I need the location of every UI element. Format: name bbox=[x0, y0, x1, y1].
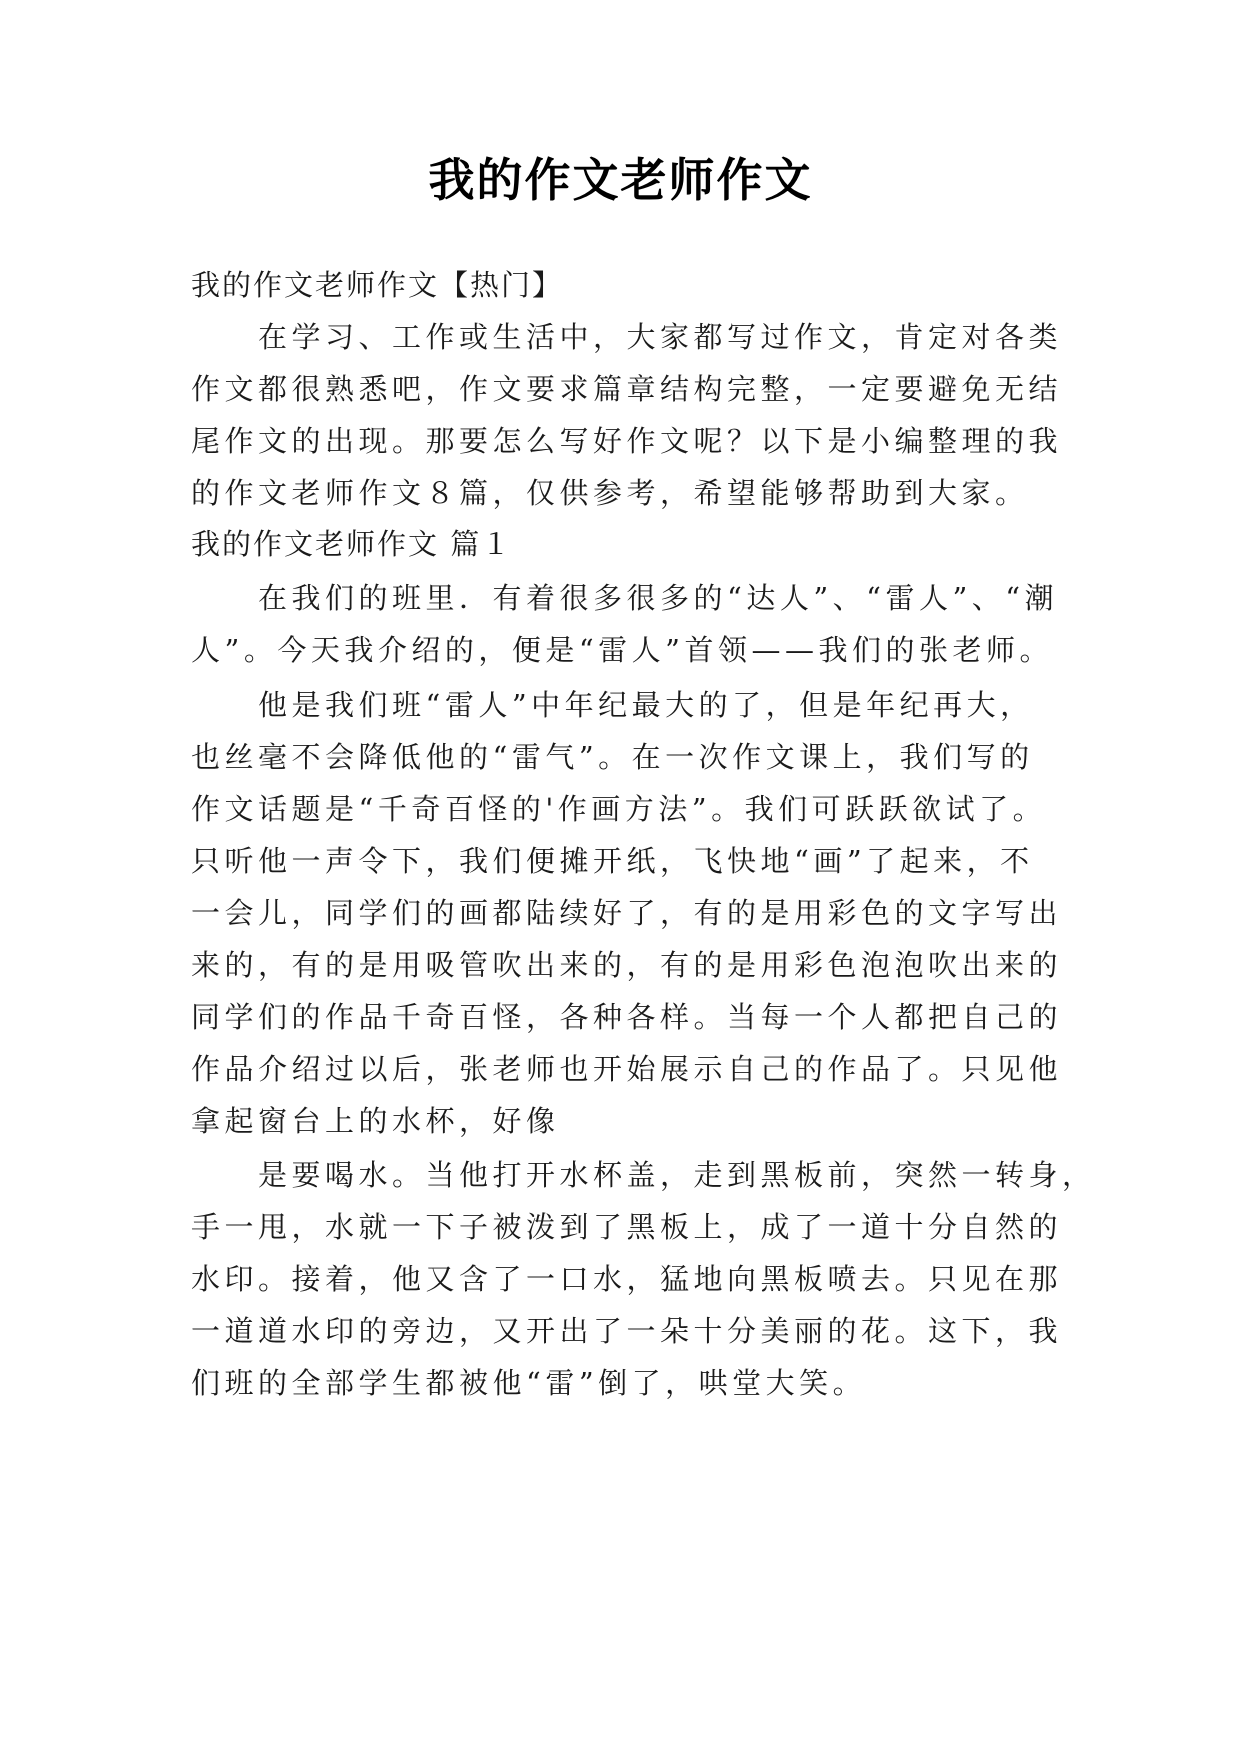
paragraph-line: 来的，有的是用吸管吹出来的，有的是用彩色泡泡吹出来的 bbox=[191, 948, 1063, 982]
paragraph-line: 人”。今天我介绍的，便是“雷人”首领——我们的张老师。 bbox=[191, 633, 1053, 667]
essay-heading: 我的作文老师作文 篇１ bbox=[191, 527, 513, 561]
paragraph-line: 拿起窗台上的水杯，好像 bbox=[191, 1104, 560, 1138]
paragraph-line: 一会儿，同学们的画都陆续好了，有的是用彩色的文字写出 bbox=[191, 896, 1063, 930]
paragraph-line: 手一甩，水就一下子被泼到了黑板上，成了一道十分自然的 bbox=[191, 1210, 1063, 1244]
paragraph-line: 是要喝水。当他打开水杯盖，走到黑板前，突然一转身， bbox=[258, 1158, 1096, 1192]
paragraph-line: 在我们的班里．有着很多很多的“达人”、“雷人”、“潮 bbox=[258, 581, 1059, 615]
document-subtitle: 我的作文老师作文【热门】 bbox=[191, 268, 564, 302]
paragraph-line: 作品介绍过以后，张老师也开始展示自己的作品了。只见他 bbox=[191, 1052, 1063, 1086]
paragraph-line: 一道道水印的旁边，又开出了一朵十分美丽的花。这下，我 bbox=[191, 1314, 1063, 1348]
paragraph-line: 水印。接着，他又含了一口水，猛地向黑板喷去。只见在那 bbox=[191, 1262, 1063, 1296]
paragraph-line: 只听他一声令下，我们便摊开纸，飞快地“画”了起来，不 bbox=[191, 844, 1034, 878]
paragraph-line: 尾作文的出现。那要怎么写好作文呢？以下是小编整理的我 bbox=[191, 424, 1063, 458]
paragraph-line: 们班的全部学生都被他“雷”倒了，哄堂大笑。 bbox=[191, 1366, 867, 1400]
paragraph-line: 也丝毫不会降低他的“雷气”。在一次作文课上，我们写的 bbox=[191, 740, 1034, 774]
document-title: 我的作文老师作文 bbox=[428, 153, 813, 207]
paragraph-line: 作文都很熟悉吧，作文要求篇章结构完整，一定要避免无结 bbox=[191, 372, 1063, 406]
paragraph-line: 作文话题是“千奇百怪的'作画方法”。我们可跃跃欲试了。 bbox=[191, 792, 1047, 826]
paragraph-line: 他是我们班“雷人”中年纪最大的了，但是年纪再大， bbox=[258, 688, 1034, 722]
paragraph-line: 的作文老师作文８篇，仅供参考，希望能够帮助到大家。 bbox=[191, 476, 1029, 510]
paragraph-line: 同学们的作品千奇百怪，各种各样。当每一个人都把自己的 bbox=[191, 1000, 1063, 1034]
paragraph-line: 在学习、工作或生活中，大家都写过作文，肯定对各类 bbox=[258, 320, 1063, 354]
